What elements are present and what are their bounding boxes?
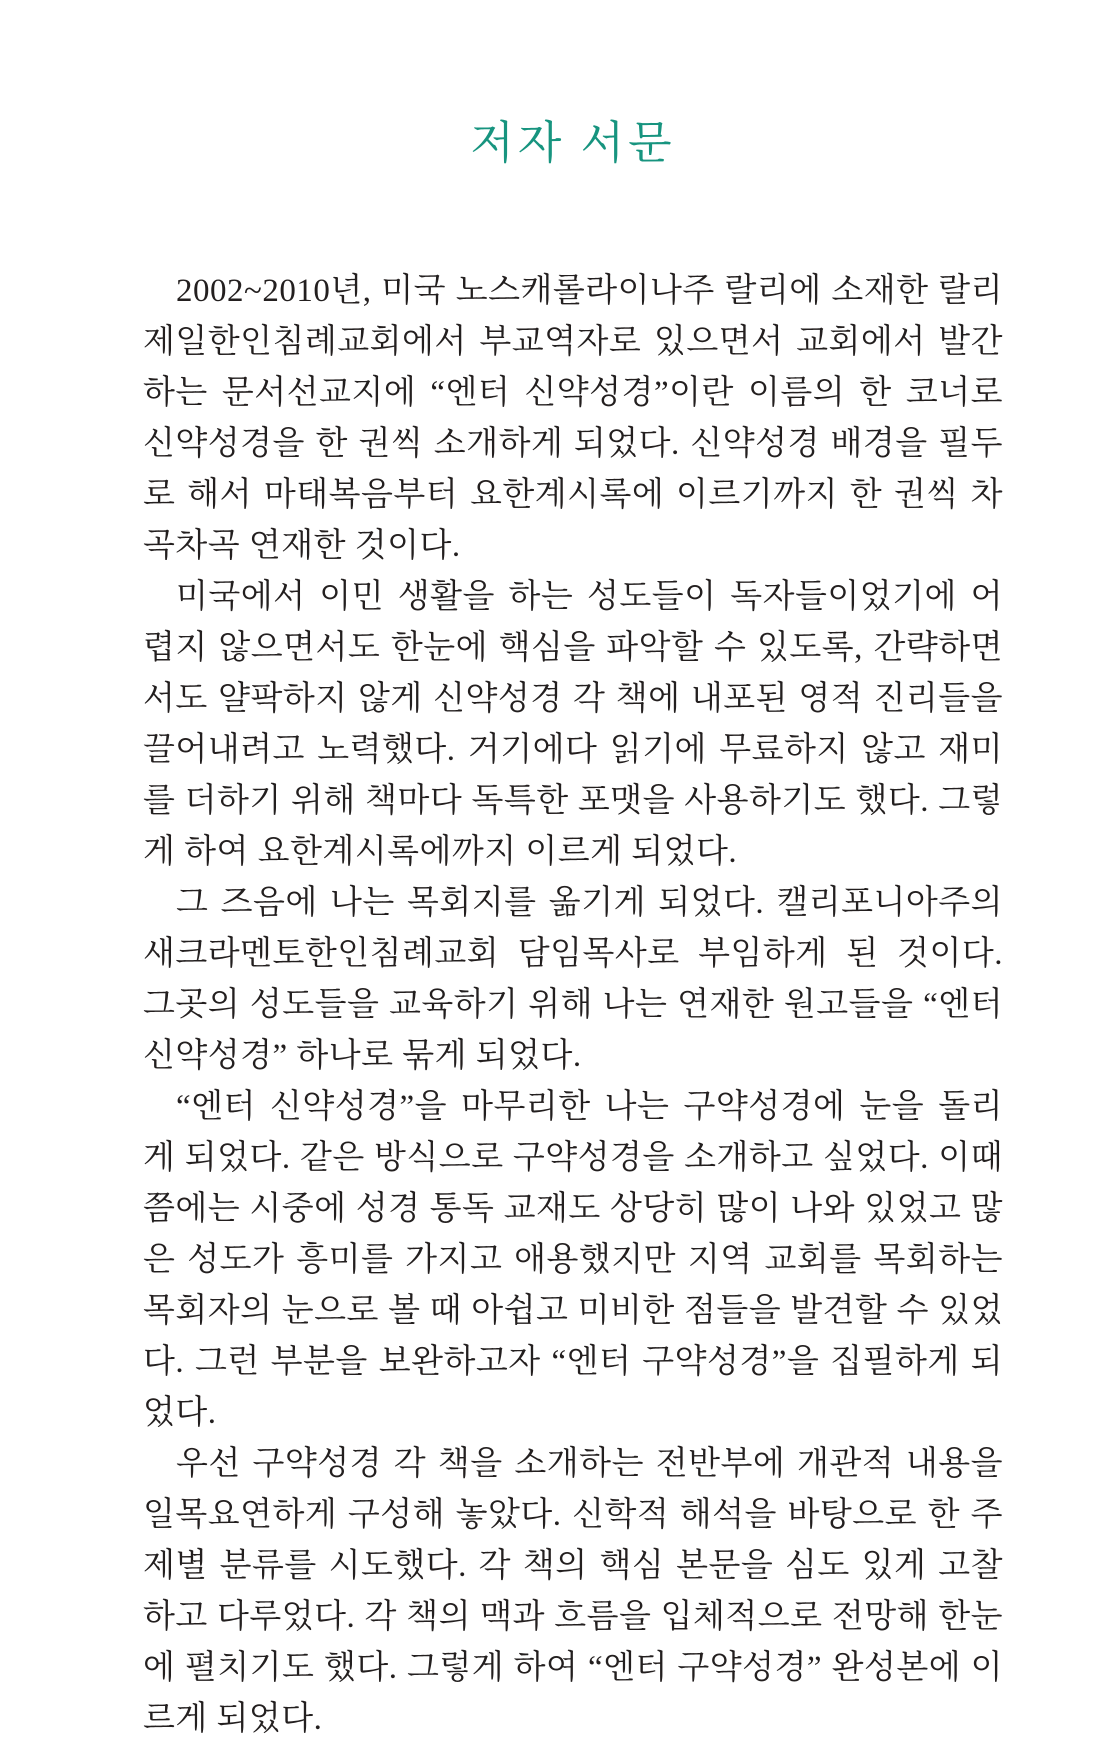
preface-paragraph-5: 우선 구약성경 각 책을 소개하는 전반부에 개관적 내용을 일목요연하게 구성해 놓았다. 신학적 해석을 바탕으로 한 주제별 분류를 시도했다. 각 책의 핵심 본문을 심도 있게 고찰하고 다루었다. 각 책의 맥과 흐름을 입체적으로 전망해 한눈에 펼치기도 했다. 그렇게 하여 “엔터 구약성경” 완성본에 이르게 되었다.	[143, 1446, 1003, 1737]
preface-paragraph-3: 그 즈음에 나는 목회지를 옮기게 되었다. 캘리포니아주의 새크라멘토한인침례교회 담임목사로 부임하게 된 것이다. 그곳의 성도들을 교육하기 위해 나는 연재한 원고들을 “엔터 신약성경” 하나로 묶게 되었다.	[143, 885, 1003, 1074]
preface-body	[143, 266, 1003, 1745]
preface-paragraph-2: 미국에서 이민 생활을 하는 성도들이 독자들이었기에 어렵지 않으면서도 한눈에 핵심을 파악할 수 있도록, 간략하면서도 얄팍하지 않게 신약성경 각 책에 내포된 영적 진리들을 끌어내려고 노력했다. 거기에다 읽기에 무료하지 않고 재미를 더하기 위해 책마다 독특한 포맷을 사용하기도 했다. 그렇게 하여 요한계시록에까지 이르게 되었다.	[143, 579, 1003, 870]
preface-paragraph-1: 2002~2010년, 미국 노스캐롤라이나주 랄리에 소재한 랄리제일한인침례교회에서 부교역자로 있으면서 교회에서 발간하는 문서선교지에 “엔터 신약성경”이란 이름의 한 코너로 신약성경을 한 권씩 소개하게 되었다. 신약성경 배경을 필두로 해서 마태복음부터 요한계시록에 이르기까지 한 권씩 차곡차곡 연재한 것이다.	[143, 273, 1003, 564]
page-title: 저자 서문	[470, 118, 676, 168]
preface-paragraph-4: “엔터 신약성경”을 마무리한 나는 구약성경에 눈을 돌리게 되었다. 같은 방식으로 구약성경을 소개하고 싶었다. 이때 쯤에는 시중에 성경 통독 교재도 상당히 많이 나와 있었고 많은 성도가 흥미를 가지고 애용했지만 지역 교회를 목회하는 목회자의 눈으로 볼 때 아쉽고 미비한 점들을 발견할 수 있었다. 그런 부분을 보완하고자 “엔터 구약성경”을 집필하게 되었다.	[143, 1089, 1003, 1431]
